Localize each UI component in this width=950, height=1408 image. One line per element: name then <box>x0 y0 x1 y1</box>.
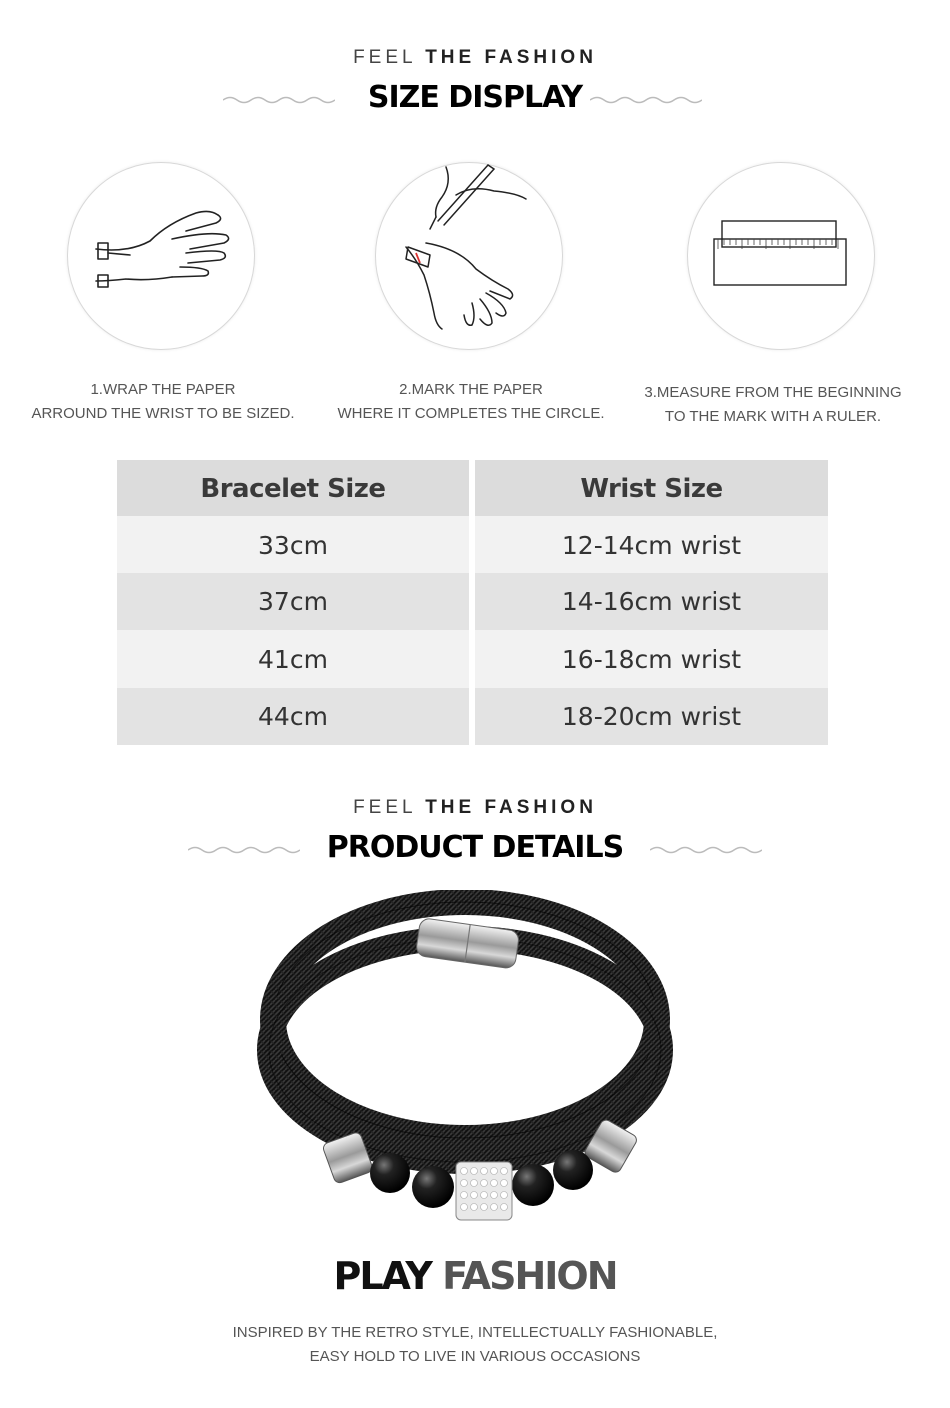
table-cell: 41cm <box>117 630 469 688</box>
table-cell: 14-16cm wrist <box>475 573 828 630</box>
table-header-bracelet: Bracelet Size <box>117 460 469 516</box>
step-1-line-1: 1.WRAP THE PAPER <box>90 381 236 398</box>
table-cell: 16-18cm wrist <box>475 630 828 688</box>
kicker-bold: THE FASHION <box>425 47 597 68</box>
description-line-2: EASY HOLD TO LIVE IN VARIOUS OCCASIONS <box>309 1348 641 1365</box>
details-kicker <box>0 797 950 819</box>
table-cell: 44cm <box>117 688 469 745</box>
table-cell: 37cm <box>117 573 469 630</box>
step-3-line-1: 3.MEASURE FROM THE BEGINNING <box>644 384 902 401</box>
product-description <box>0 1321 950 1369</box>
slogan <box>0 1254 950 1298</box>
step-2-line-2: WHERE IT COMPLETES THE CIRCLE. <box>337 405 605 422</box>
step-3-text <box>626 381 920 429</box>
hand-wrap-icon <box>68 163 254 349</box>
kicker-bold: THE FASHION <box>425 797 597 818</box>
hand-mark-icon <box>376 163 562 349</box>
ruler-icon <box>688 163 874 349</box>
size-kicker <box>0 47 950 69</box>
slogan-play: PLAY <box>333 1254 431 1298</box>
kicker-light: FEEL <box>353 47 416 68</box>
step-2-line-1: 2.MARK THE PAPER <box>399 381 543 398</box>
table-cell: 18-20cm wrist <box>475 688 828 745</box>
wave-right-decoration <box>590 94 702 106</box>
step-1-text <box>10 378 316 426</box>
table-cell: 33cm <box>117 516 469 573</box>
step-2-text <box>318 378 624 426</box>
leather-bracelet-icon <box>250 890 690 1230</box>
table-header-wrist: Wrist Size <box>475 460 828 516</box>
kicker-light: FEEL <box>353 797 416 818</box>
step-3-circle <box>687 162 875 350</box>
slogan-fashion: FASHION <box>442 1254 617 1298</box>
size-table <box>117 460 828 745</box>
wave-right-decoration <box>650 844 762 856</box>
step-2-circle <box>375 162 563 350</box>
size-display-heading: SIZE DISPLAY <box>367 80 583 115</box>
table-cell: 12-14cm wrist <box>475 516 828 573</box>
step-1-circle <box>67 162 255 350</box>
product-details-heading: PRODUCT DETAILS <box>326 830 624 865</box>
step-1-line-2: ARROUND THE WRIST TO BE SIZED. <box>31 405 295 422</box>
description-line-1: INSPIRED BY THE RETRO STYLE, INTELLECTUALLY FASHIONABLE, <box>232 1324 718 1341</box>
step-3-line-2: TO THE MARK WITH A RULER. <box>664 408 882 425</box>
